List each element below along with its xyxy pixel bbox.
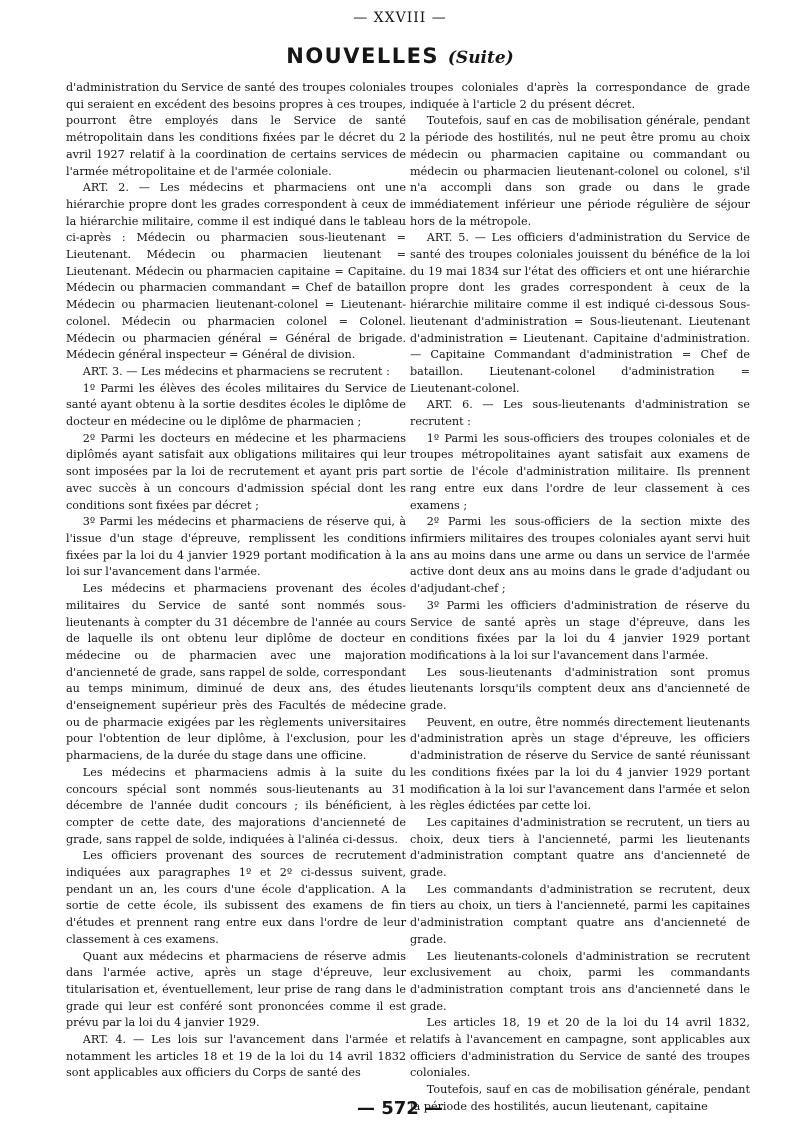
paragraph: ART. 6. — Les sous-lieutenants d'administration se recrutent : bbox=[410, 398, 750, 429]
paragraph: 3º Parmi les médecins et pharmaciens de réserve qui, à l'issue d'un stage d'épreuve, remplissent les conditions fixées par la loi du 4 janvier 1929 portant modification à la loi sur l'avancement dans l'armée. bbox=[66, 515, 406, 579]
paragraph: d'administration du Service de santé des troupes coloniales qui seraient en excédent des besoins propres à ces troupes, pourront être employés dans le Service de santé métropolitain dans les conditions fixées par le décret du 2 avril 1927 relatif à la coordination de certains services de l'armée métropolitaine et de l'armée coloniale. bbox=[66, 81, 406, 178]
paragraph: Quant aux médecins et pharmaciens de réserve admis dans l'armée active, après un stage d'épreuve, leur titularisation et, éventuellement, leur prise de rang dans le grade qui leur est conféré sont prononcées comme il est prévu par la loi du 4 janvier 1929. bbox=[66, 949, 406, 1030]
paragraph: Peuvent, en outre, être nommés directement lieutenants d'administration après un stage d'épreuve, les officiers d'administration de réserve du Service de santé réunissant les conditions fixées par la loi du 4 janvier 1929 portant modification à la loi sur l'avancement dans l'armée et selon les règles édictées par cette loi. bbox=[410, 715, 750, 813]
paragraph: ART. 5. — Les officiers d'administration du Service de santé des troupes coloniales jouissent du bénéfice de la loi du 19 mai 1834 sur l'état des officiers et ont une hiérarchie propre dont les grades correspondent à ceux de la hiérarchie militaire comme il est indiqué ci-dessous Sous-lieutenant d'administration = Sous-lieutenant. Lieutenant d'administration = Lieutenant. Capitaine d'administration. — Capitaine Commandant d'administration = Chef de bataillon. Lieutenant-colonel d'administration = Lieutenant-colonel. bbox=[410, 231, 750, 395]
paragraph: ART. 3. — Les médecins et pharmaciens se recrutent : bbox=[82, 364, 390, 378]
paragraph: Les médecins et pharmaciens provenant des écoles militaires du Service de santé sont nommés sous-lieutenants à compter du 31 décembre de l'année au cours de laquelle ils ont obtenu leur diplôme de docteur en médecine ou de pharmacien avec une majoration d'ancienneté de grade, sans rappel de solde, correspondant au temps minimum, diminué de deux ans, des études d'enseignement supérieur près des Facultés de médecine ou de pharmacie exigées par les règlements universitaires pour l'obtention de leur diplôme, à l'exclusion, pour les pharmaciens, de la durée du stage dans une officine. bbox=[66, 582, 406, 763]
right-column bbox=[410, 80, 750, 1113]
paragraph: Les sous-lieutenants d'administration sont promus lieutenants lorsqu'ils comptent deux ans d'ancienneté de grade. bbox=[410, 665, 750, 713]
paragraph: Toutefois, sauf en cas de mobilisation générale, pendant la période des hostilités, nul ne peut être promu au choix médecin ou pharmacien capitaine ou commandant ou médecin ou pharmacien lieutenant-colonel ou colonel, s'il n'a accompli dans son grade ou dans le grade immédiatement inférieur une période régulière de séjour hors de la métropole. bbox=[410, 114, 750, 228]
paragraph: Toutefois, sauf en cas de mobilisation générale, pendant la période des hostilités, aucun lieutenant, capitaine bbox=[410, 1083, 750, 1113]
paragraph: 1º Parmi les sous-officiers des troupes coloniales et de troupes métropolitaines ayant satisfait aux examens de sortie de l'école d'administration militaire. Ils prennent rang entre eux dans l'ordre de leur classement à ces examens ; bbox=[410, 431, 750, 512]
title-suffix: (Suite) bbox=[447, 48, 514, 68]
paragraph: Les capitaines d'administration se recrutent, un tiers au choix, deux tiers à l'ancienneté, parmi les lieutenants d'administration comptant quatre ans d'ancienneté de grade. bbox=[410, 815, 750, 880]
paragraph: Les officiers provenant des sources de recrutement indiquées aux paragraphes 1º et 2º ci-dessus suivent, pendant un an, les cours d'une école d'application. A la sortie de cette école, ils subissent des examens de fin d'études et prennent rang entre eux dans l'ordre de leur classement à ces examens. bbox=[66, 849, 406, 946]
paragraph: 2º Parmi les docteurs en médecine et les pharmaciens diplômés ayant satisfait aux obligations militaires qui leur sont imposées par la loi de recrutement et ayant pris part avec succès à un concours d'admission spécial dont les conditions sont fixées par décret ; bbox=[66, 431, 406, 512]
paragraph: Les articles 18, 19 et 20 de la loi du 14 avril 1832, relatifs à l'avancement en campagne, sont applicables aux officiers d'administration du Service de santé des troupes coloniales. bbox=[410, 1016, 750, 1080]
paragraph: Les lieutenants-colonels d'administration se recrutent exclusivement au choix, parmi les commandants d'administration comptant trois ans d'ancienneté dans le grade. bbox=[410, 949, 750, 1013]
paragraph: troupes coloniales d'après la correspondance de grade indiquée à l'article 2 du présent décret. bbox=[410, 81, 750, 111]
paragraph: Les médecins et pharmaciens admis à la suite du concours spécial sont nommés sous-lieutenants au 31 décembre de l'année dudit concours ; ils bénéficient, à compter de cette date, des majorations d'ancienneté de grade, sans rappel de solde, indiquées à l'alinéa ci-dessus. bbox=[66, 765, 406, 846]
left-column bbox=[66, 80, 406, 1092]
paragraph: Les commandants d'administration se recrutent, deux tiers au choix, un tiers à l'ancienneté, parmi les capitaines d'administration comptant quatre ans d'ancienneté de grade. bbox=[410, 882, 750, 946]
paragraph: ART. 2. — Les médecins et pharmaciens ont une hiérarchie propre dont les grades correspondent à ceux de la hiérarchie militaire, comme il est indiqué dans le tableau ci-après : Médecin ou pharmacien sous-lieutenant = Lieutenant. Médecin ou pharmacien lieutenant = Lieutenant. Médecin ou pharmacien capitaine = Capitaine. Médecin ou pharmacien commandant = Chef de bataillon Médecin ou pharmacien lieutenant-colonel = Lieutenant-colonel. Médecin ou pharmacien colonel = Colonel. Médecin ou pharmacien général = Général de brigade. Médecin général inspecteur = Général de division. bbox=[66, 181, 406, 362]
paragraph: 1º Parmi les élèves des écoles militaires du Service de santé ayant obtenu à la sortie desdites écoles le diplôme de docteur en médecine ou le diplôme de pharmacien ; bbox=[66, 381, 406, 429]
paragraph: 3º Parmi les officiers d'administration de réserve du Service de santé après un stage d'épreuve, dans les conditions fixées par la loi du 4 janvier 1929 portant modifications à la loi sur l'avancement dans l'armée. bbox=[410, 598, 750, 662]
page-number: — 572 — bbox=[356, 1098, 444, 1119]
title-main: NOUVELLES bbox=[286, 44, 440, 68]
page-title bbox=[0, 44, 800, 68]
paragraph: 2º Parmi les sous-officiers de la section mixte des infirmiers militaires des troupes coloniales ayant servi huit ans au moins dans une arme ou dans un service de l'armée active dont deux ans au moins dans le grade d'adjudant ou d'adjudant-chef ; bbox=[410, 515, 750, 596]
page-roman-numeral: — XXVIII — bbox=[353, 10, 447, 26]
paragraph: ART. 4. — Les lois sur l'avancement dans l'armée et notamment les articles 18 et 19 de la loi du 14 avril 1832 sont applicables aux officiers du Corps de santé des bbox=[66, 1033, 406, 1080]
